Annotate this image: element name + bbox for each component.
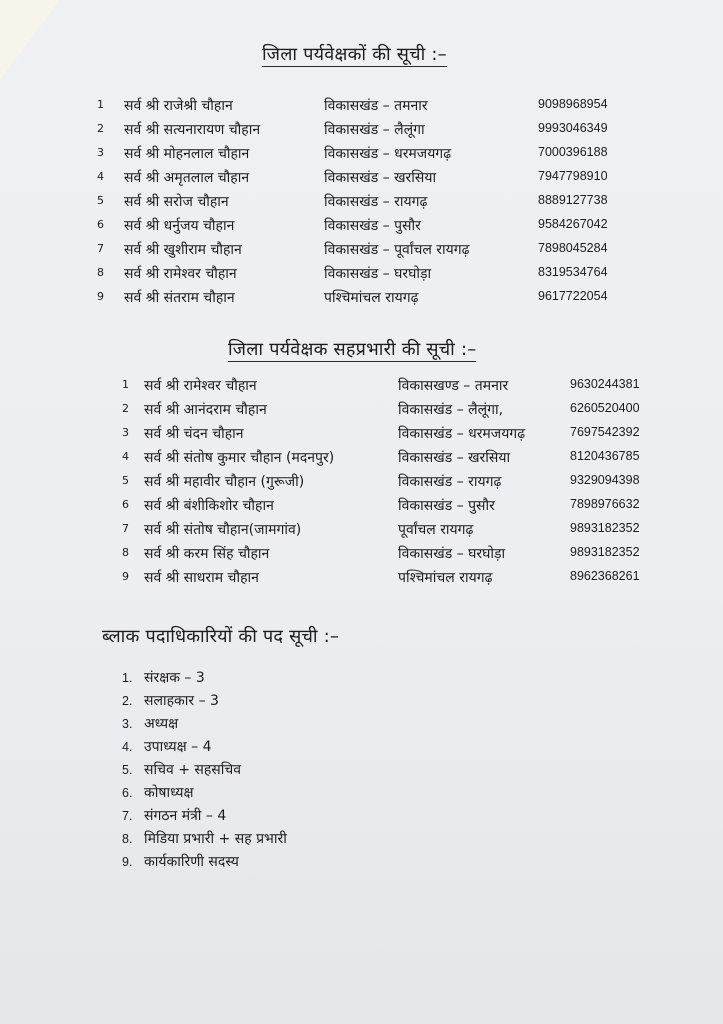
list-item: 6 सर्व श्री धर्नुजय चौहान विकासखंड – पुसौर 9584267042 — [97, 217, 608, 234]
list-item: 8. मिडिया प्रभारी + सह प्रभारी — [122, 831, 287, 847]
list-item: 6 सर्व श्री बंशीकिशोर चौहान विकासखंड – पुसौर 7898976632 — [122, 497, 640, 514]
list-item: 5 सर्व श्री महावीर चौहान (गुरूजी) विकासखंड – रायगढ़ 9329094398 — [122, 473, 640, 490]
list-item: 1. संरक्षक – 3 — [122, 670, 205, 686]
list-item: 4 सर्व श्री संतोष कुमार चौहान (मदनपुर) विकासखंड – खरसिया 8120436785 — [122, 449, 640, 466]
list-item: 5. सचिव + सहसचिव — [122, 762, 242, 778]
list-item: 5 सर्व श्री सरोज चौहान विकासखंड – रायगढ़ 8889127738 — [97, 193, 608, 210]
list-item: 9 सर्व श्री संतराम चौहान पश्चिमांचल रायगढ़ 9617722054 — [97, 289, 608, 306]
list-item: 1 सर्व श्री राजेश्री चौहान विकासखंड – तमनार 9098968954 — [97, 97, 608, 114]
list-item: 2 सर्व श्री सत्यनारायण चौहान विकासखंड – लैलूंगा 9993046349 — [97, 121, 608, 138]
list-item: 8 सर्व श्री रामेश्वर चौहान विकासखंड – घरघोड़ा 8319534764 — [97, 265, 608, 282]
list-item: 3 सर्व श्री चंदन चौहान विकासखंड – धरमजयगढ़ 7697542392 — [122, 425, 640, 442]
co-incharge-title: जिला पर्यवेक्षक सहप्रभारी की सूची :– — [228, 339, 477, 360]
list-item: 7 सर्व श्री संतोष चौहान(जामगांव) पूर्वांचल रायगढ़ 9893182352 — [122, 521, 640, 538]
list-item: 7 सर्व श्री खुशीराम चौहान विकासखंड – पूर्वांचल रायगढ़ 7898045284 — [97, 241, 608, 258]
list-item: 3. अध्यक्ष — [122, 716, 179, 732]
list-item: 9. कार्यकारिणी सदस्य — [122, 854, 239, 870]
list-item: 4. उपाध्यक्ष – 4 — [122, 739, 212, 755]
list-item: 8 सर्व श्री करम सिंह चौहान विकासखंड – घरघोड़ा 9893182352 — [122, 545, 640, 562]
folded-corner — [0, 0, 60, 80]
list-item: 4 सर्व श्री अमृतलाल चौहान विकासखंड – खरसिया 7947798910 — [97, 169, 608, 186]
block-posts-title: ब्लाक पदाधिकारियों की पद सूची :– — [102, 626, 340, 647]
list-item: 3 सर्व श्री मोहनलाल चौहान विकासखंड – धरमजयगढ़ 7000396188 — [97, 145, 608, 162]
list-item: 1 सर्व श्री रामेश्वर चौहान विकासखण्ड – तमनार 9630244381 — [122, 377, 640, 394]
list-item: 2 सर्व श्री आनंदराम चौहान विकासखंड – लैलूंगा, 6260520400 — [122, 401, 640, 418]
list-item: 7. संगठन मंत्री – 4 — [122, 808, 227, 824]
list-item: 9 सर्व श्री साधराम चौहान पश्चिमांचल रायगढ़ 8962368261 — [122, 569, 640, 586]
supervisors-title: जिला पर्यवेक्षकों की सूची :– — [262, 44, 447, 65]
list-item: 6. कोषाध्यक्ष — [122, 785, 194, 801]
list-item: 2. सलाहकार – 3 — [122, 693, 219, 709]
